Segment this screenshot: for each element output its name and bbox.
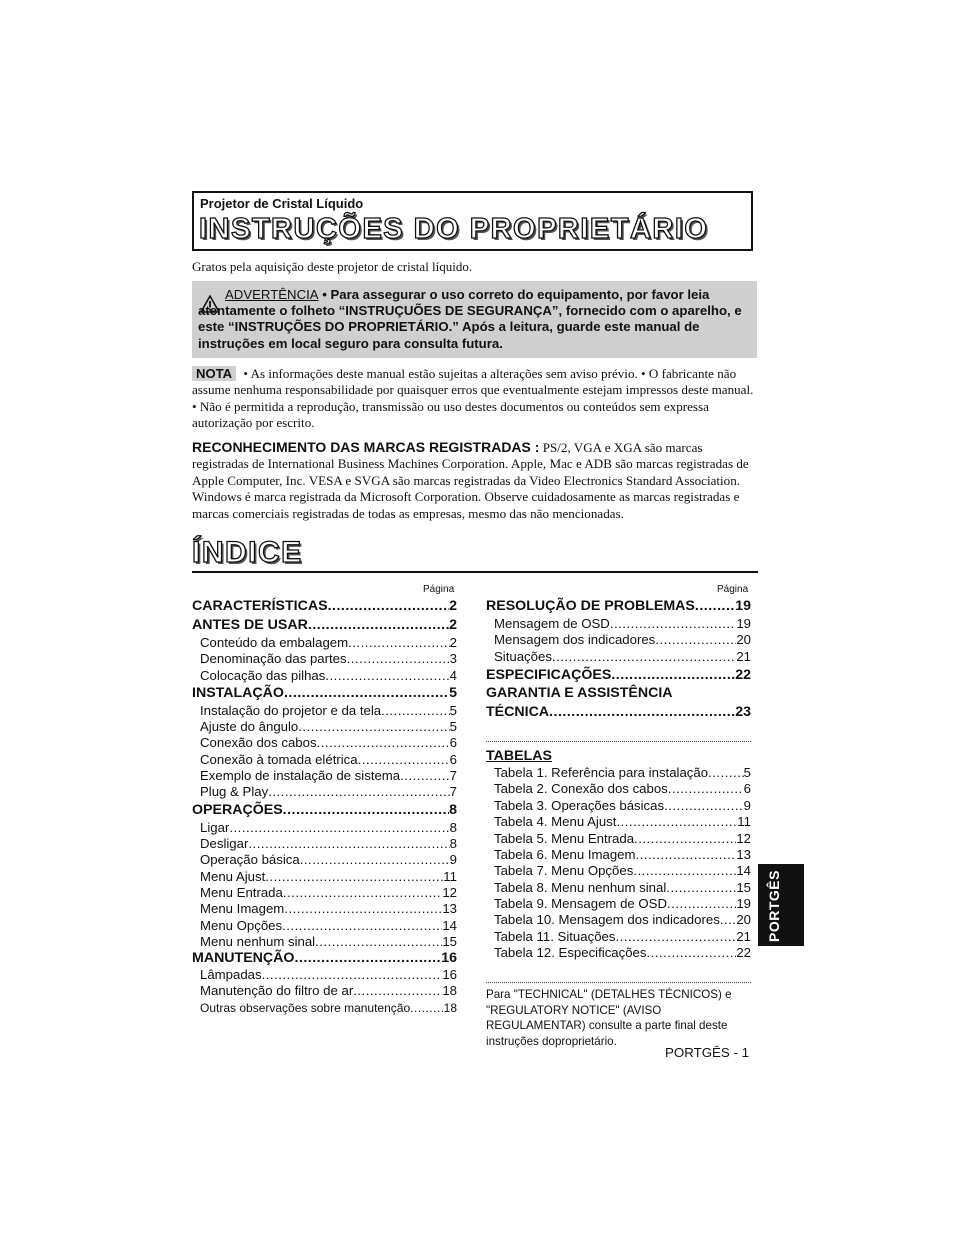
toc-dot-leader [400, 768, 450, 783]
tables-heading: TABELAS [486, 748, 552, 764]
toc-entry-page: 14 [442, 918, 457, 933]
toc-entry-label: Operação básica [200, 852, 300, 867]
toc-dot-leader [615, 929, 736, 944]
toc-entry-label: MANUTENÇÃO [192, 950, 295, 966]
toc-entry [200, 768, 457, 783]
toc-dot-leader [325, 668, 449, 683]
toc-dot-leader [610, 616, 737, 631]
toc-entry-label: Tabela 5. Menu Entrada [494, 831, 635, 846]
toc-entry-label: Outras observações sobre manutenção [200, 1001, 411, 1015]
toc-entry-label: Ajuste do ângulo [200, 719, 299, 734]
toc-dot-leader [708, 765, 744, 780]
toc-entry [200, 668, 457, 683]
document-title: INSTRUÇÕES DO PROPRIETÁRIO [199, 213, 709, 245]
toc-entry-label: Tabela 9. Mensagem de OSD [494, 896, 667, 911]
toc-dot-leader [655, 632, 736, 647]
toc-entry [200, 901, 457, 916]
divider-dotted [486, 982, 751, 983]
index-title: ÍNDICE [192, 536, 303, 569]
toc-entry-page: 20 [736, 912, 751, 927]
toc-entry-label: Tabela 8. Menu nenhum sinal [494, 880, 667, 895]
toc-entry-label: Colocação das pilhas [200, 668, 326, 683]
toc-entry-label: Conteúdo da embalagem [200, 635, 349, 650]
toc-entry [486, 685, 751, 701]
toc-entry [494, 896, 751, 911]
toc-dot-leader [308, 617, 449, 633]
toc-entry [200, 635, 457, 650]
footnote: Para "TECHNICAL" (DETALHES TÉCNICOS) e "REGULATORY NOTICE" (AVISO REGULAMENTAR) consulte a parte final deste instruções doproprietário. [486, 988, 732, 1048]
toc-entry-page: 2 [449, 598, 457, 614]
toc-entry-page: 8 [449, 836, 457, 851]
toc-entry [494, 798, 751, 813]
toc-dot-leader [664, 798, 744, 813]
toc-entry-page: 5 [743, 765, 751, 780]
trademarks-text: PS/2, VGA e XGA são marcas registradas de International Business Machines Corporation. Apple, Mac e ADB são marcas registradas de Apple Computer, Inc. VESA e SVGA são marcas registradas da Video Electronics Standard Association. Windows é marca registrada da Microsoft Corporation. Observe cuidadosamente as marcas registradas e marcas comerciais registradas de todas as empresas, mesmo das não mencionadas. [192, 440, 749, 521]
toc-entry-page: 19 [735, 598, 751, 614]
thanks-text: Gratos pela aquisição deste projetor de cristal líquido. [192, 259, 473, 274]
toc-entry-page: 21 [736, 929, 751, 944]
toc-entry-label: OPERAÇÕES [192, 802, 283, 818]
toc-entry-label: Menu Ajust [200, 869, 266, 884]
toc-entry-label: Ligar [200, 820, 230, 835]
toc-entry-page: 16 [441, 950, 457, 966]
toc-dot-leader [248, 836, 449, 851]
toc-entry [200, 784, 457, 799]
toc-entry [486, 598, 751, 614]
toc-entry-page: 5 [449, 703, 457, 718]
toc-entry [200, 869, 457, 884]
toc-dot-leader [348, 635, 450, 650]
toc-entry [192, 950, 457, 966]
toc-entry-page: 14 [736, 863, 751, 878]
toc-entry-label: Tabela 11. Situações [494, 929, 616, 944]
index-rule [192, 571, 758, 573]
toc-dot-leader [229, 820, 449, 835]
toc-entry [494, 765, 751, 780]
toc-entry [200, 820, 457, 835]
toc-entry [200, 836, 457, 851]
toc-entry [494, 929, 751, 944]
toc-entry [200, 1001, 457, 1015]
toc-entry-label: Tabela 1. Referência para instalação [494, 765, 709, 780]
toc-dot-leader [284, 901, 442, 916]
toc-entry-label: Conexão dos cabos [200, 735, 317, 750]
toc-entry [200, 918, 457, 933]
toc-entry-label: Mensagem de OSD [494, 616, 610, 631]
toc-entry-label: ESPECIFICAÇÕES [486, 667, 612, 683]
note-text: • As informações deste manual estão sujeitas a alterações sem aviso prévio. • O fabricante não assume nenhuma responsabilidade por quaisquer erros que eventualmente estejam impressos deste manual. • Não é permitida a reprodução, transmissão ou uso destes documentos ou conteúdos sem expressa autorização por escrito. [192, 366, 754, 430]
toc-entry-label: CARACTERÍSTICAS [192, 598, 328, 614]
toc-dot-leader [646, 945, 736, 960]
toc-entry-label: ANTES DE USAR [192, 617, 308, 633]
toc-entry [494, 632, 751, 647]
toc-entry-page: 23 [735, 704, 751, 720]
toc-dot-leader [300, 852, 450, 867]
toc-dot-leader [283, 802, 449, 818]
toc-dot-leader [549, 704, 735, 720]
toc-entry-label: Plug & Play [200, 784, 269, 799]
toc-dot-leader [633, 863, 736, 878]
toc-entry [200, 735, 457, 750]
toc-entry-page: 12 [442, 885, 457, 900]
toc-entry-page: 6 [449, 735, 457, 750]
toc-entry-label: Menu Entrada [200, 885, 283, 900]
divider-dotted [486, 741, 751, 742]
toc-dot-leader [611, 667, 735, 683]
warning-label: ADVERTÊNCIA [225, 287, 319, 302]
toc-entry-page: 13 [736, 847, 751, 862]
toc-entry [200, 703, 457, 718]
document-subtitle: Projetor de Cristal Líquido [200, 196, 364, 211]
toc-entry-label: Tabela 12. Especificações [494, 945, 647, 960]
toc-dot-leader [294, 950, 441, 966]
toc-dot-leader [358, 752, 450, 767]
toc-entry-page: 8 [449, 820, 457, 835]
toc-entry-page: 7 [449, 768, 457, 783]
toc-entry [494, 945, 751, 960]
page-number: PORTGÊS - 1 [665, 1045, 749, 1060]
toc-dot-leader [695, 598, 735, 614]
warning-body: • Para assegurar o uso correto do equipamento, por favor leia atentamente o folheto “INSTRUÇUÕES DE SEGURANÇA”, fornecido com o aparelho, e este “INSTRUÇÕES DO PROPRIETÁRIO.” Após a leitura, guarde este manual de instruções em local seguro para consulta futura. [198, 287, 742, 351]
toc-dot-leader [284, 685, 449, 701]
toc-entry-page: 18 [442, 983, 457, 998]
language-tab [758, 864, 804, 946]
toc-dot-leader [635, 847, 736, 862]
toc-dot-leader [262, 967, 443, 982]
toc-entry-page: 5 [449, 685, 457, 701]
toc-dot-leader [328, 598, 450, 614]
toc-dot-leader [634, 831, 736, 846]
toc-dot-leader [410, 1001, 444, 1015]
toc-entry-label: GARANTIA E ASSISTÊNCIA [486, 685, 673, 701]
toc-entry-page: 9 [449, 852, 457, 867]
toc-entry [486, 667, 751, 683]
toc-entry-label: Menu Imagem [200, 901, 285, 916]
toc-entry [494, 649, 751, 664]
toc-entry-page: 20 [736, 632, 751, 647]
toc-entry [200, 983, 457, 998]
toc-entry-label: Tabela 4. Menu Ajust [494, 814, 617, 829]
page-column-label-right: Página [717, 584, 749, 595]
toc-entry [494, 847, 751, 862]
toc-dot-leader [720, 912, 737, 927]
warning-box [192, 281, 757, 358]
toc-entry-label: Denominação das partes [200, 651, 347, 666]
toc-entry [200, 967, 457, 982]
toc-entry-page: 19 [736, 896, 751, 911]
toc-entry-page: 6 [449, 752, 457, 767]
toc-entry-page: 9 [743, 798, 751, 813]
toc-entry-page: 18 [443, 1001, 457, 1015]
trademarks-heading: RECONHECIMENTO DAS MARCAS REGISTRADAS : [192, 439, 540, 455]
toc-entry [494, 912, 751, 927]
toc-entry [200, 651, 457, 666]
toc-entry [494, 616, 751, 631]
toc-entry [494, 863, 751, 878]
toc-entry [200, 852, 457, 867]
toc-dot-leader [315, 934, 442, 949]
toc-entry-page: 16 [442, 967, 457, 982]
toc-entry-page: 11 [737, 814, 751, 829]
page-column-label-left: Página [423, 584, 455, 595]
toc-entry [200, 934, 457, 949]
toc-entry-page: 2 [449, 617, 457, 633]
toc-dot-leader [667, 896, 736, 911]
toc-entry [494, 831, 751, 846]
toc-dot-leader [268, 784, 449, 799]
toc-entry-label: Exemplo de instalação de sistema [200, 768, 401, 783]
toc-entry [494, 781, 751, 796]
toc-dot-leader [283, 885, 442, 900]
toc-entry [200, 752, 457, 767]
toc-dot-leader [381, 703, 450, 718]
toc-entry-label: Lâmpadas [200, 967, 262, 982]
toc-dot-leader [616, 814, 737, 829]
toc-entry [192, 598, 457, 614]
toc-dot-leader [265, 869, 443, 884]
toc-entry-page: 3 [449, 651, 457, 666]
toc-entry-label: RESOLUÇÃO DE PROBLEMAS [486, 598, 695, 614]
toc-entry-label: Desligar [200, 836, 249, 851]
title-box [192, 191, 753, 251]
toc-entry-label: Manutenção do filtro de ar [200, 983, 354, 998]
toc-entry-page: 21 [736, 649, 751, 664]
toc-dot-leader [317, 735, 450, 750]
toc-entry-page: 19 [736, 616, 751, 631]
toc-entry-label: Tabela 3. Operações básicas [494, 798, 665, 813]
toc-entry-page: 12 [736, 831, 751, 846]
toc-entry [192, 617, 457, 633]
toc-entry-label: INSTALAÇÃO [192, 685, 284, 701]
toc-entry-label: Tabela 2. Conexão dos cabos [494, 781, 668, 796]
toc-entry-label: Situações [494, 649, 552, 664]
toc-entry [486, 704, 751, 720]
toc-entry-label: Tabela 6. Menu Imagem [494, 847, 636, 862]
toc-entry-page: 15 [736, 880, 751, 895]
toc-entry-page: 5 [449, 719, 457, 734]
toc-entry-page: 22 [736, 945, 751, 960]
toc-dot-leader [282, 918, 442, 933]
toc-dot-leader [298, 719, 449, 734]
toc-entry-page: 2 [449, 635, 457, 650]
toc-entry-page: 22 [735, 667, 751, 683]
toc-dot-leader [353, 983, 442, 998]
note-label: NOTA [192, 366, 236, 381]
toc-entry-label: Instalação do projetor e da tela [200, 703, 382, 718]
toc-entry [200, 719, 457, 734]
toc-dot-leader [666, 880, 736, 895]
note-paragraph [192, 366, 757, 431]
toc-entry-page: 4 [449, 668, 457, 683]
toc-entry-page: 11 [443, 869, 457, 884]
toc-entry-label: Tabela 7. Menu Opções [494, 863, 634, 878]
toc-entry [192, 685, 457, 701]
toc-entry [494, 814, 751, 829]
toc-dot-leader [347, 651, 450, 666]
toc-entry-page: 15 [442, 934, 457, 949]
toc-entry-label: TÉCNICA [486, 704, 550, 720]
toc-entry-label: Menu nenhum sinal [200, 934, 316, 949]
toc-entry-label: Conexão à tomada elétrica [200, 752, 358, 767]
toc-entry [192, 802, 457, 818]
toc-entry-page: 7 [449, 784, 457, 799]
toc-entry-label: Menu Opções [200, 918, 283, 933]
toc-entry-page: 8 [449, 802, 457, 818]
language-tab-label: PORTGÊS [766, 870, 782, 942]
toc-entry-page: 6 [743, 781, 751, 796]
toc-entry [200, 885, 457, 900]
trademarks-paragraph [192, 439, 757, 522]
toc-entry-label: Mensagem dos indicadores [494, 632, 656, 647]
toc-dot-leader [668, 781, 744, 796]
toc-dot-leader [552, 649, 736, 664]
toc-entry [494, 880, 751, 895]
toc-entry-page: 13 [442, 901, 457, 916]
toc-entry-label: Tabela 10. Mensagem dos indicadores [494, 912, 720, 927]
warning-text [198, 287, 750, 352]
